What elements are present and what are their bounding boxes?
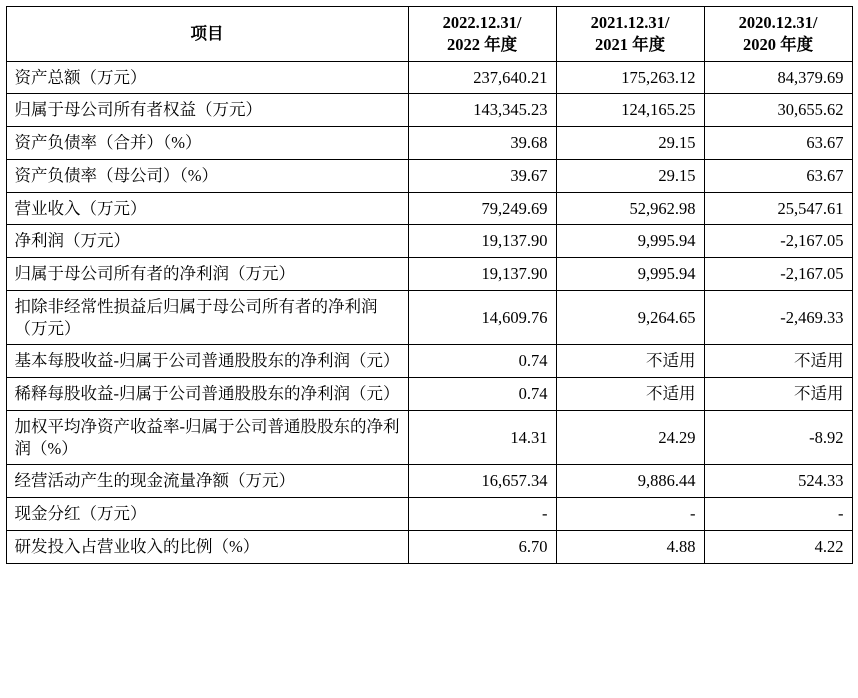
row-label: 营业收入（万元）: [6, 192, 408, 225]
header-row: [6, 7, 852, 62]
row-label: 研发投入占营业收入的比例（%）: [6, 531, 408, 564]
row-value-2020: -2,469.33: [704, 290, 852, 345]
row-value-2021: 9,264.65: [556, 290, 704, 345]
row-value-2020: -8.92: [704, 410, 852, 465]
row-value-2022: 19,137.90: [408, 258, 556, 291]
row-value-2021: 29.15: [556, 159, 704, 192]
row-label: 稀释每股收益-归属于公司普通股股东的净利润（元）: [6, 378, 408, 411]
row-value-2022: 79,249.69: [408, 192, 556, 225]
table-row: [6, 531, 852, 564]
row-value-2021: 9,886.44: [556, 465, 704, 498]
column-header-2022: [408, 7, 556, 62]
row-label: 现金分红（万元）: [6, 498, 408, 531]
row-value-2021: 9,995.94: [556, 225, 704, 258]
table-row: [6, 465, 852, 498]
row-value-2021: -: [556, 498, 704, 531]
column-header-2021-line1: 2021.12.31/: [590, 13, 670, 32]
row-value-2021: 不适用: [556, 378, 704, 411]
table-row: [6, 225, 852, 258]
column-header-2022-line2: 2022 年度: [446, 34, 518, 54]
row-value-2021: 24.29: [556, 410, 704, 465]
table-header: [6, 7, 852, 62]
table-row: [6, 345, 852, 378]
row-value-2022: 16,657.34: [408, 465, 556, 498]
column-header-item-label: 项目: [190, 23, 224, 43]
row-label: 归属于母公司所有者的净利润（万元）: [6, 258, 408, 291]
column-header-2021: [556, 7, 704, 62]
row-value-2020: 4.22: [704, 531, 852, 564]
row-label: 资产负债率（合并）（%）: [6, 127, 408, 160]
row-label: 加权平均净资产收益率-归属于公司普通股股东的净利润（%）: [6, 410, 408, 465]
row-value-2020: 63.67: [704, 159, 852, 192]
column-header-2022-line1: 2022.12.31/: [442, 13, 522, 32]
row-value-2022: 0.74: [408, 378, 556, 411]
row-value-2022: 39.68: [408, 127, 556, 160]
row-label: 资产总额（万元）: [6, 61, 408, 94]
row-value-2022: 14,609.76: [408, 290, 556, 345]
row-value-2021: 不适用: [556, 345, 704, 378]
row-value-2020: 84,379.69: [704, 61, 852, 94]
table-row: [6, 498, 852, 531]
table-row: [6, 258, 852, 291]
row-value-2022: 14.31: [408, 410, 556, 465]
row-label: 归属于母公司所有者权益（万元）: [6, 94, 408, 127]
table-row: [6, 94, 852, 127]
row-value-2020: 25,547.61: [704, 192, 852, 225]
row-value-2020: -2,167.05: [704, 225, 852, 258]
row-value-2020: -: [704, 498, 852, 531]
row-value-2022: 237,640.21: [408, 61, 556, 94]
row-value-2022: 0.74: [408, 345, 556, 378]
row-value-2020: 30,655.62: [704, 94, 852, 127]
column-header-2020: [704, 7, 852, 62]
row-value-2022: 39.67: [408, 159, 556, 192]
row-label: 资产负债率（母公司）（%）: [6, 159, 408, 192]
row-value-2020: -2,167.05: [704, 258, 852, 291]
table-row: [6, 410, 852, 465]
column-header-2020-line1: 2020.12.31/: [738, 13, 818, 32]
row-label: 经营活动产生的现金流量净额（万元）: [6, 465, 408, 498]
row-label: 扣除非经常性损益后归属于母公司所有者的净利润（万元）: [6, 290, 408, 345]
row-value-2021: 124,165.25: [556, 94, 704, 127]
table-body: [6, 61, 852, 563]
row-value-2020: 不适用: [704, 378, 852, 411]
row-label: 基本每股收益-归属于公司普通股股东的净利润（元）: [6, 345, 408, 378]
row-value-2020: 524.33: [704, 465, 852, 498]
row-value-2022: 143,345.23: [408, 94, 556, 127]
column-header-item: [6, 7, 408, 62]
row-label: 净利润（万元）: [6, 225, 408, 258]
table-row: [6, 61, 852, 94]
column-header-2020-line2: 2020 年度: [742, 34, 814, 54]
table-row: [6, 378, 852, 411]
column-header-2021-line2: 2021 年度: [594, 34, 666, 54]
row-value-2021: 9,995.94: [556, 258, 704, 291]
table-row: [6, 159, 852, 192]
row-value-2021: 4.88: [556, 531, 704, 564]
row-value-2021: 175,263.12: [556, 61, 704, 94]
row-value-2022: -: [408, 498, 556, 531]
table-row: [6, 290, 852, 345]
row-value-2021: 52,962.98: [556, 192, 704, 225]
table-row: [6, 192, 852, 225]
table-row: [6, 127, 852, 160]
row-value-2020: 63.67: [704, 127, 852, 160]
row-value-2022: 6.70: [408, 531, 556, 564]
financial-summary-table: [6, 6, 853, 564]
row-value-2022: 19,137.90: [408, 225, 556, 258]
row-value-2020: 不适用: [704, 345, 852, 378]
row-value-2021: 29.15: [556, 127, 704, 160]
